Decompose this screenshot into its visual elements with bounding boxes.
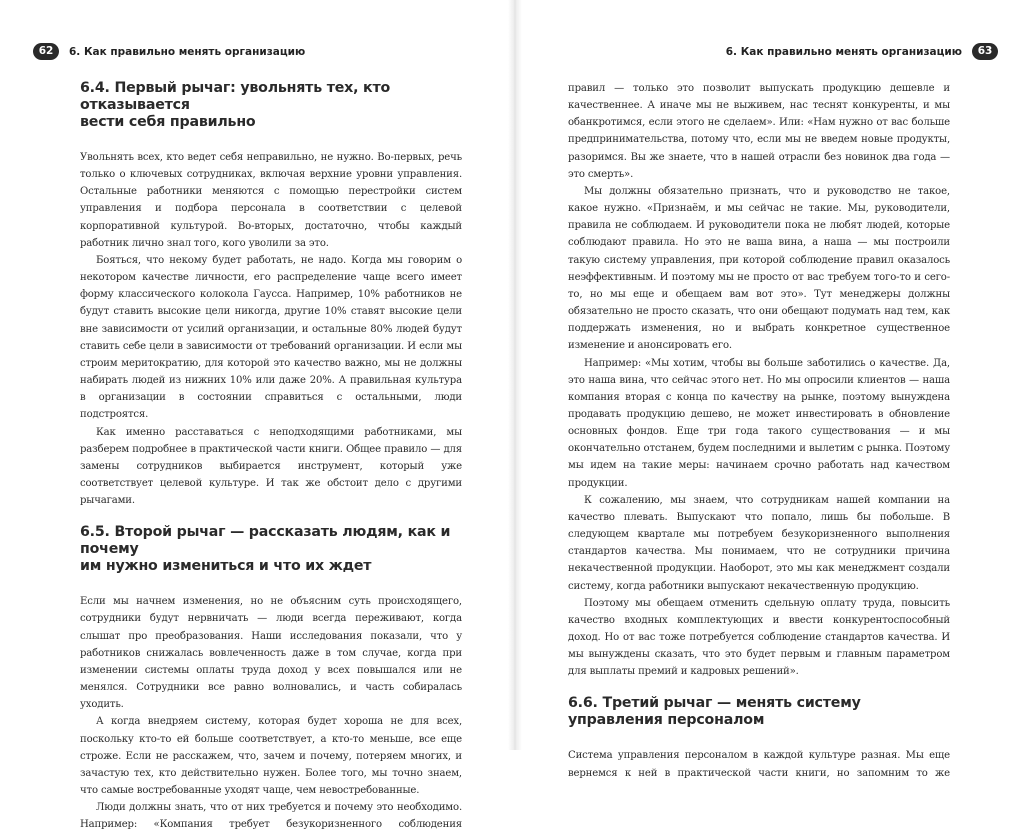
right-page bbox=[520, 0, 1030, 779]
section-title-line: вести себя правильно bbox=[80, 114, 256, 130]
section-title-6-6 bbox=[568, 695, 950, 729]
section-title-line: управления персоналом bbox=[568, 712, 765, 729]
section-title-6-4 bbox=[80, 80, 462, 131]
section-title-6-5 bbox=[80, 524, 462, 575]
paragraph: Увольнять всех, кто ведет себя неправильно, не нужно. Во-первых, речь только о ключевых сотрудниках, включая верхние уровни управления. Остальные работники меняются с помощью перестройки систем управления и подбора персонала в соответствии с целевой корпоративной культурой. Во-вторых, достаточно, чтобы каждый работник лично знал того, кого уволили за это. bbox=[80, 152, 462, 249]
section-title-line: 6.6. Третий рычаг — менять систему bbox=[568, 695, 861, 712]
left-page bbox=[0, 0, 510, 831]
page-number-badge: 63 bbox=[972, 43, 998, 60]
page-number-badge: 62 bbox=[33, 43, 59, 60]
section-title-line: 6.4. Первый рычаг: увольнять тех, кто отказывается bbox=[80, 80, 391, 113]
paragraph: Люди должны знать, что от них требуется и почему это необходимо. Например: «Компания требует безукоризненного соблюдения bbox=[80, 802, 462, 831]
right-page-header bbox=[726, 43, 998, 60]
left-page-header bbox=[33, 43, 305, 60]
running-header: 6. Как правильно менять организацию bbox=[69, 45, 306, 58]
paragraph: Бояться, что некому будет работать, не надо. Когда мы говорим о некотором качестве личности, его распределение чаще всего имеет форму классического колокола Гаусса. Например, 10% работников не будут ставить высокие цели никогда, другие 10% ставят высокие цели вне зависимости от усилий организации, и остальные 80% людей будут ставить себе цели в зависимости от требований организации. И если мы строим меритократию, для которой это качество важно, мы не должны набирать людей из нижних 10% или даже 20%. А правильная культура в организации в состоянии справиться с остальными, люди подстроятся. bbox=[80, 254, 462, 421]
section-title-line: 6.5. Второй рычаг — рассказать людям, как и почему bbox=[80, 524, 451, 558]
running-header: 6. Как правильно менять организацию bbox=[725, 45, 962, 58]
paragraph: правил — только это позволит выпускать продукцию дешевле и качественнее. А иначе мы не выживем, нас теснят конкуренты, и мы обанкротимся, если этого не сделаем». Или: «Нам нужно от вас больше предпринимательства, потому что, если мы не введем новые продукты, разоримся. Вы же знаете, что в нашей отрасли без новинок два года — это смерть». bbox=[568, 83, 950, 180]
section-title-line: им нужно измениться и что их ждет bbox=[80, 558, 372, 575]
paragraph: Система управления персоналом в каждой культуре разная. Мы еще вернемся к ней в практической части книги, но запомним то же bbox=[568, 750, 950, 779]
paragraph: А когда внедряем систему, которая будет хороша не для всех, поскольку кто-то ей больше соответствует, а кто-то меньше, все еще строже. Если не расскажем, что, зачем и почему, потеряем многих, и зачастую тех, кто действительно нужен. Более того, мы точно знаем, что самые востребованные уходят чаще, чем невостребованные. bbox=[80, 716, 462, 796]
paragraph: Если мы начнем изменения, но не объясним суть происходящего, сотрудники будут нервничать — люди всегда переживают, когда слышат про преобразования. Наши исследования показали, что у работников снижалась вовлеченность даже в том случае, когда при изменении системы оплаты труда доход у всех повышался или не менялся. Сотрудники все равно волновались, и часть собиралась уходить. bbox=[80, 596, 462, 711]
paragraph: Как именно расставаться с неподходящими работниками, мы разберем подробнее в практической части книги. Общее правило — для замены сотрудников выбирается инструмент, который уже соответствует целевой культуре. И так же обстоит дело с другими рычагами. bbox=[80, 426, 462, 507]
paragraph: К сожалению, мы знаем, что сотрудникам нашей компании на качество плевать. Выпускают что попало, лишь бы побольше. В следующем квартале мы потребуем безукоризненного выполнения стандартов качества. Мы понимаем, что не сотрудники причина некачественной продукции. Наоборот, это мы как менеджмент создали систему, когда работники выпускают некачественную продукцию. bbox=[568, 494, 950, 592]
paragraph: Мы должны обязательно признать, что и руководство не такое, какое нужно. «Признаём, и мы сейчас не такие. Мы, руководители, правила не соблюдаем. И руководители пока не любят людей, которые соблюдают правила. Но это не ваша вина, а наша — мы построили такую систему управления, при которой соблюдение правил оказалось неэффективным. И поэтому мы не просто от вас требуем того-то и сего-то, но мы еще и обещаем вам вот это». Тут менеджеры должны обязательно не просто сказать, что они обещают подумать над тем, как поддержать изменения, но и выбрать конкретное существенное изменение и анонсировать его. bbox=[568, 185, 950, 352]
paragraph: Поэтому мы обещаем отменить сдельную оплату труда, повысить качество входных комплектующих и ввести конкурентоспособный доход. Но от вас тоже потребуется соблюдение стандартов качества. И мы вынуждены сказать, что это будет первым и главным параметром для выплаты премий и кадровых решений». bbox=[568, 597, 950, 678]
left-page-content bbox=[80, 80, 462, 833]
paragraph: Например: «Мы хотим, чтобы вы больше заботились о качестве. Да, это наша вина, что сейчас этого нет. Но мы опросили клиентов — наша компания вторая с конца по качеству на рынке, поэтому вынуждена продавать продукцию дешево, не может инвестировать в обновление основных фондов. Еще три года такого существования — и мы окончательно отстанем, будем последними и вылетим с рынка. Поэтому мы идем на такие меры: начинаем срочно работать над качеством продукции. bbox=[568, 357, 950, 489]
right-page-content bbox=[568, 80, 950, 782]
